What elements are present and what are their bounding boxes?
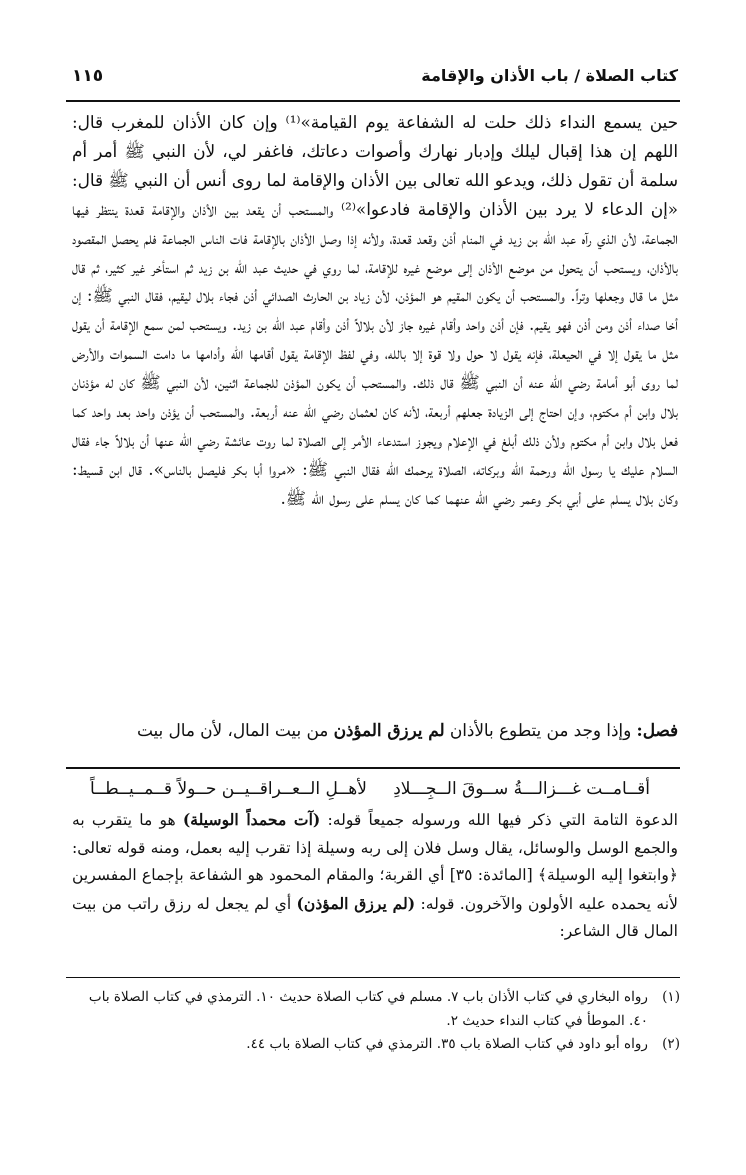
- footnote-text: رواه البخاري في كتاب الأذان باب ٧. مسلم في كتاب الصلاة حديث ١٠. الترمذي في كتاب الصلاة باب ٤٠. الموطأ في كتاب النداء حديث ٢.: [88, 989, 648, 1029]
- commentary-text: هو ما يتقرب به والجمع الوسل والوسائل، يقال وسل فلان إلى ربه وسيلة إذا تقرب إليه بعمل، ومنه قوله تعالى: ﴿وابتغوا إليه الوسيلة﴾ [المائدة: ٣٥] أي القربة؛ والمقام المحمود هو الشفاعة بإجماع المفسرين لأنه يحمده عليه الأولون والآخرون. قوله:: [72, 811, 678, 913]
- verse-hemistich-first: أقــامــت غـــزالـــةُ ســوقَ الــجِـــلادِ: [393, 779, 650, 799]
- footnote-number: (٢): [662, 1036, 680, 1052]
- commentary-separator: [66, 767, 680, 769]
- footnotes: [72, 986, 680, 1057]
- commentary-paragraph: [72, 806, 678, 946]
- fasl-text-before: وإذا وجد من يتطوع بالأذان: [444, 720, 637, 740]
- footnote: [72, 986, 680, 1033]
- poetry-verse: [90, 774, 650, 804]
- main-text: [72, 108, 678, 513]
- commentary-bold-term: (لم يرزق المؤذن): [296, 893, 416, 913]
- fasl-label: فصل:: [636, 720, 678, 740]
- commentary-bold-term: (آت محمداً الوسيلة): [182, 810, 321, 829]
- main-paragraph: حين يسمع النداء ذلك حلت له الشفاعة يوم القيامة»⁽¹⁾ وإن كان الأذان للمغرب قال: اللهم إن هذا إقبال ليلك وإدبار نهارك وأصوات دعاتك، فاغفر لي، لأن النبي ﷺ أمر أم سلمة أن تقول ذلك، ويدعو الله تعالى بين الأذان والإقامة لما روى أنس أن النبي ﷺ قال: «إن الدعاء لا يرد بين الأذان والإقامة فادعوا»⁽²⁾ والمستحب أن يقعد بين الأذان والإقامة قعدة ينتظر فيها الجماعة، لأن الذي رآه عبد الله بن زيد في المنام أذن وقعد قعدة، ولأنه إذا وصل الأذان بالإقامة فات الناس الجماعة فلم يحصل المقصود بالأذان، ويستحب أن يتحول من موضع الأذان إلى موضع غيره للإقامة، لما روي في حديث عبد الله بن زيد ثم استأخر غير كثير، ثم قال مثل ما قال وجعلها وتراً. والمستحب أن يكون المقيم هو المؤذن، لأن زياد بن الحارث الصدائي أذن فجاء بلال ليقيم، فقال النبي ﷺ: إن أخا صداء أذن ومن أذن فهو يقيم. فإن أذن واحد وأقام غيره جاز لأن بلالاً أذن وأقام عبد الله بن زيد. ويستحب لمن سمع الإقامة أن يقول مثل ما يقول إلا في الحيعلة، فإنه يقول لا حول ولا قوة إلا بالله، وفي لفظ الإقامة يقول أقامها الله وأدامها ما دامت السموات والأرض لما روى أبو أمامة رضي الله عنه أن النبي ﷺ قال ذلك. والمستحب أن يكون المؤذن للجماعة اثنين، لأن النبي ﷺ كان له مؤذنان بلال وابن أم مكتوم، وإن احتاج إلى الزيادة جعلهم أربعة، لأنه كان لعثمان رضي الله عنه أربعة. والمستحب أن يؤذن واحد بعد واحد كما فعل بلال وابن أم مكتوم ولأن ذلك أبلغ في الإعلام ويجوز استدعاء الأمر إلى الصلاة لما روت عائشة رضي الله عنها أن بلالاً جاء فقال السلام عليك يا رسول الله ورحمة الله وبركاته، الصلاة يرحمك الله فقال النبي ﷺ: «مروا أبا بكر فليصل بالناس». قال ابن قسيط: وكان بلال يسلم على أبي بكر وعمر رضي الله عنهما كما كان يسلم على رسول الله ﷺ.: [72, 112, 679, 508]
- commentary-text: أي لم يجعل له رزق راتب من بيت المال قال الشاعر:: [72, 894, 678, 940]
- commentary: [72, 806, 678, 946]
- fasl-bold-phrase: لم يرزق المؤذن: [333, 720, 445, 740]
- page-number: ١١٥: [72, 66, 104, 86]
- verse-hemistich-second: لأهــلِ الــعــراقــيــن حــولاً قــمــيــطــاً: [90, 779, 367, 799]
- fasl-text-after: من بيت المال، لأن مال بيت: [137, 720, 334, 740]
- commentary-text: الدعوة التامة التي ذكر فيها الله ورسوله جميعاً قوله:: [320, 811, 678, 829]
- footnote: [72, 1033, 680, 1057]
- footnote-text: رواه أبو داود في كتاب الصلاة باب ٣٥. الترمذي في كتاب الصلاة باب ٤٤.: [246, 1036, 648, 1052]
- footnote-number: (١): [662, 989, 680, 1005]
- running-title: كتاب الصلاة / باب الأذان والإقامة: [421, 66, 678, 85]
- header-rule: [66, 100, 680, 102]
- footnote-separator: [66, 977, 680, 978]
- fasl-paragraph: [72, 716, 678, 744]
